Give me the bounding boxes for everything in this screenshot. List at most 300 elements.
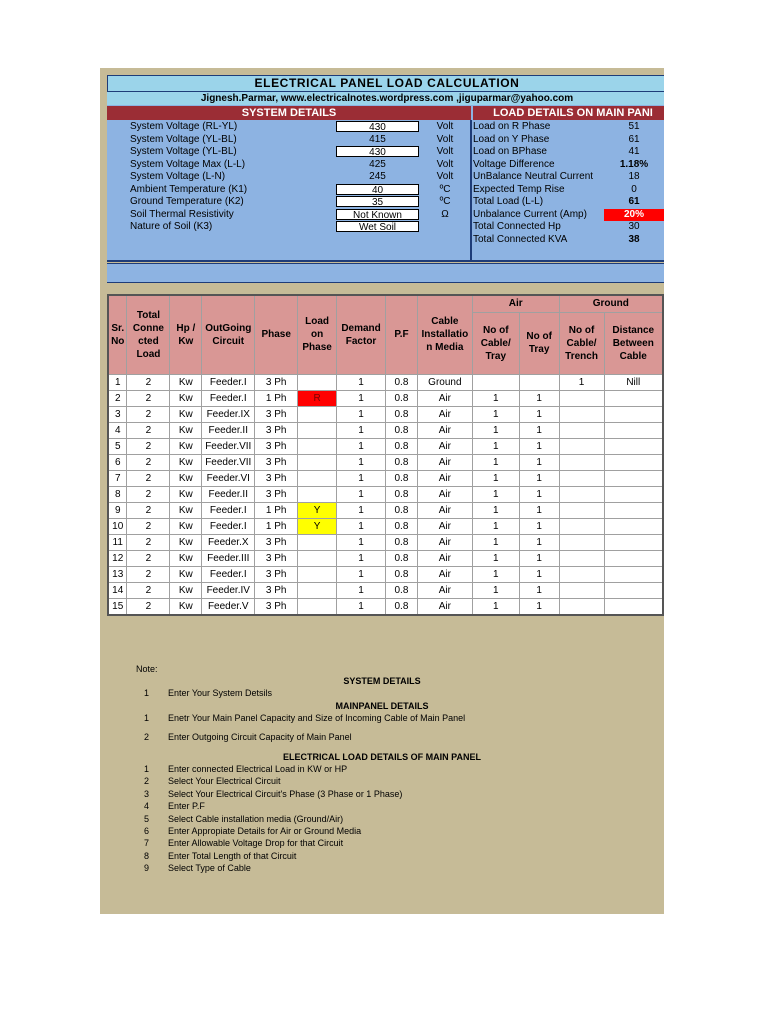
pf-cell: 0.8 — [386, 518, 418, 534]
gnd-dist-cell — [604, 470, 663, 486]
note-text: Select Your Electrical Circuit's Phase (3 Phase or 1 Phase) — [168, 788, 403, 799]
gnd-cable-cell — [559, 454, 604, 470]
gnd-cable-cell — [559, 582, 604, 598]
media-cell: Air — [417, 518, 472, 534]
gnd-dist-cell — [604, 598, 663, 615]
load-details-heading: LOAD DETAILS ON MAIN PANI — [473, 106, 664, 120]
total-load-cell: 2 — [127, 502, 170, 518]
load-phase-cell — [298, 550, 337, 566]
total-load-cell: 2 — [127, 406, 170, 422]
note-text: Enter Outgoing Circuit Capacity of Main Panel — [168, 732, 352, 742]
system-details-heading: SYSTEM DETAILS — [107, 106, 471, 120]
col-hp-header: Hp / Kw — [170, 295, 202, 374]
pf-cell: 0.8 — [386, 566, 418, 582]
hp-kw-cell: Kw — [170, 374, 202, 390]
phase-cell: 3 Ph — [255, 550, 298, 566]
note-text: Enter P.F — [168, 801, 205, 812]
air-tray-cell: 1 — [519, 438, 559, 454]
circuit-cell: Feeder.VII — [202, 438, 255, 454]
load-phase-cell — [298, 374, 337, 390]
system-row-value: 430 — [336, 146, 419, 157]
air-tray-cell: 1 — [519, 518, 559, 534]
load-detail-row — [107, 184, 664, 196]
system-row-unit: Volt — [436, 121, 454, 132]
total-load-cell: 2 — [127, 566, 170, 582]
phase-cell: 3 Ph — [255, 438, 298, 454]
gnd-cable-cell — [559, 390, 604, 406]
demand-cell: 1 — [337, 534, 386, 550]
gnd-cable-cell — [559, 486, 604, 502]
demand-cell: 1 — [337, 502, 386, 518]
circuit-cell: Feeder.II — [202, 486, 255, 502]
air-tray-cell: 1 — [519, 486, 559, 502]
circuit-cell: Feeder.I — [202, 374, 255, 390]
system-row-label: Ambient Temperature (K1) — [130, 183, 248, 195]
load-detail-row — [107, 196, 664, 208]
phase-cell: 3 Ph — [255, 486, 298, 502]
gnd-dist-cell: Nill — [604, 374, 663, 390]
load-detail-value: 0 — [631, 183, 637, 195]
note-number: 4 — [144, 801, 150, 812]
media-cell: Air — [417, 422, 472, 438]
sr-cell: 11 — [108, 534, 127, 550]
total-load-cell: 2 — [127, 582, 170, 598]
circuit-cell: Feeder.I — [202, 390, 255, 406]
author-line: Jignesh.Parmar, www.electricalnotes.wordpress.com ,jiguparmar@yahoo.com — [107, 92, 664, 105]
sr-cell: 12 — [108, 550, 127, 566]
gnd-cable-cell — [559, 502, 604, 518]
air-tray-cell: 1 — [519, 598, 559, 615]
media-cell: Air — [417, 438, 472, 454]
gnd-cable-cell — [559, 422, 604, 438]
total-load-cell: 2 — [127, 486, 170, 502]
load-detail-value: 18 — [628, 171, 640, 182]
media-cell: Air — [417, 534, 472, 550]
pf-cell: 0.8 — [386, 486, 418, 502]
media-cell: Air — [417, 566, 472, 582]
system-row-label: System Voltage Max (L-L) — [130, 158, 246, 170]
air-cable-cell: 1 — [472, 422, 519, 438]
note-number: 2 — [144, 776, 150, 787]
air-cable-cell: 1 — [472, 454, 519, 470]
load-phase-cell: Y — [298, 518, 337, 534]
system-row-value: 40 — [336, 184, 419, 195]
hp-kw-cell: Kw — [170, 422, 202, 438]
hp-kw-cell: Kw — [170, 454, 202, 470]
col-pf-header: P.F — [386, 295, 418, 374]
gnd-cable-cell — [559, 470, 604, 486]
note-number: 6 — [144, 826, 150, 836]
note-text: Enetr Your Main Panel Capacity and Size of Incoming Cable of Main Panel — [168, 713, 466, 723]
col-load-phase-header: Load on Phase — [298, 295, 337, 374]
phase-cell: 1 Ph — [255, 502, 298, 518]
media-cell: Air — [417, 486, 472, 502]
air-tray-cell: 1 — [519, 550, 559, 566]
demand-cell: 1 — [337, 518, 386, 534]
circuit-cell: Feeder.V — [202, 598, 255, 615]
gnd-dist-cell — [604, 550, 663, 566]
sr-cell: 14 — [108, 582, 127, 598]
load-detail-value: 30 — [628, 221, 640, 232]
note-number: 1 — [144, 688, 150, 698]
total-load-cell: 2 — [127, 438, 170, 454]
media-cell: Air — [417, 406, 472, 422]
phase-cell: 3 Ph — [255, 582, 298, 598]
air-tray-cell: 1 — [519, 470, 559, 486]
phase-cell: 1 Ph — [255, 518, 298, 534]
col-demand-header: Demand Factor — [337, 295, 386, 374]
pf-cell: 0.8 — [386, 406, 418, 422]
air-tray-cell: 1 — [519, 566, 559, 582]
circuit-cell: Feeder.III — [202, 550, 255, 566]
system-row-unit: Ω — [441, 208, 449, 220]
note-text: Select Cable installation media (Ground/Air) — [168, 813, 344, 824]
table-row — [108, 502, 663, 518]
media-cell: Air — [417, 598, 472, 615]
air-cable-cell: 1 — [472, 486, 519, 502]
pf-cell: 0.8 — [386, 598, 418, 615]
note-number: 8 — [144, 850, 150, 861]
load-detail-row — [107, 159, 664, 171]
system-row-value: 245 — [369, 171, 386, 182]
circuit-cell: Feeder.IX — [202, 406, 255, 422]
phase-cell: 3 Ph — [255, 534, 298, 550]
table-row — [108, 470, 663, 486]
air-tray-cell: 1 — [519, 406, 559, 422]
sr-cell: 1 — [108, 374, 127, 390]
sr-cell: 6 — [108, 454, 127, 470]
col-circuit-header: OutGoing Circuit — [202, 295, 255, 374]
air-cable-cell: 1 — [472, 550, 519, 566]
system-row-value: Not Known — [336, 209, 419, 220]
sr-cell: 15 — [108, 598, 127, 615]
demand-cell: 1 — [337, 550, 386, 566]
demand-cell: 1 — [337, 438, 386, 454]
details-panel — [107, 105, 664, 262]
gnd-cable-cell: 1 — [559, 374, 604, 390]
load-phase-cell — [298, 406, 337, 422]
col-gnd-cable-header: No of Cable/ Trench — [559, 312, 604, 374]
total-load-cell: 2 — [127, 422, 170, 438]
sheet-title: ELECTRICAL PANEL LOAD CALCULATION — [107, 75, 664, 92]
system-row-value: 35 — [336, 196, 419, 207]
total-load-cell: 2 — [127, 454, 170, 470]
media-cell: Air — [417, 582, 472, 598]
air-cable-cell: 1 — [472, 534, 519, 550]
note-text: Enter connected Electrical Load in KW or HP — [168, 764, 348, 774]
air-cable-cell: 1 — [472, 470, 519, 486]
air-tray-cell: 1 — [519, 502, 559, 518]
hp-kw-cell: Kw — [170, 534, 202, 550]
sr-cell: 10 — [108, 518, 127, 534]
system-row-unit: ºC — [439, 196, 451, 207]
table-row — [108, 390, 663, 406]
load-detail-label: Total Load (L-L) — [473, 196, 544, 207]
circuit-cell: Feeder.I — [202, 518, 255, 534]
air-cable-cell: 1 — [472, 518, 519, 534]
system-row-unit: Volt — [436, 133, 454, 145]
air-group-header: Air — [472, 295, 559, 312]
notes-main-heading: MAINPANEL DETAILS — [335, 701, 429, 711]
system-row-value: 425 — [369, 158, 386, 170]
pf-cell: 0.8 — [386, 390, 418, 406]
hp-kw-cell: Kw — [170, 390, 202, 406]
sr-cell: 4 — [108, 422, 127, 438]
air-cable-cell: 1 — [472, 406, 519, 422]
gnd-dist-cell — [604, 582, 663, 598]
air-tray-cell: 1 — [519, 582, 559, 598]
note-number: 1 — [144, 713, 150, 723]
system-row-label: System Voltage (RL-YL) — [130, 121, 238, 132]
circuit-cell: Feeder.IV — [202, 582, 255, 598]
demand-cell: 1 — [337, 598, 386, 615]
load-detail-value: 61 — [628, 133, 640, 145]
load-phase-cell — [298, 566, 337, 582]
pf-cell: 0.8 — [386, 534, 418, 550]
hp-kw-cell: Kw — [170, 550, 202, 566]
phase-cell: 3 Ph — [255, 566, 298, 582]
table-row — [108, 406, 663, 422]
hp-kw-cell: Kw — [170, 598, 202, 615]
col-gnd-dist-header: Distance Between Cable — [604, 312, 663, 374]
table-row — [108, 550, 663, 566]
load-detail-label: Total Connected KVA — [473, 233, 568, 245]
gnd-dist-cell — [604, 518, 663, 534]
circuit-cell: Feeder.I — [202, 502, 255, 518]
load-detail-label: Unbalance Current (Amp) — [473, 208, 587, 220]
load-phase-cell — [298, 422, 337, 438]
col-total-header: Total Conne cted Load — [127, 295, 170, 374]
system-row-label: System Voltage (L-N) — [130, 171, 226, 182]
table-row — [108, 566, 663, 582]
total-load-cell: 2 — [127, 550, 170, 566]
air-tray-cell: 1 — [519, 534, 559, 550]
gnd-cable-cell — [559, 598, 604, 615]
demand-cell: 1 — [337, 390, 386, 406]
load-detail-value: 61 — [628, 196, 640, 207]
circuit-cell: Feeder.VII — [202, 454, 255, 470]
sr-cell: 7 — [108, 470, 127, 486]
table-row — [108, 518, 663, 534]
load-detail-value: 1.18% — [619, 158, 649, 170]
note-number: 2 — [144, 732, 150, 742]
load-detail-value: 20% — [604, 209, 664, 221]
table-row — [108, 454, 663, 470]
pf-cell: 0.8 — [386, 374, 418, 390]
note-number: 1 — [144, 764, 150, 774]
hp-kw-cell: Kw — [170, 566, 202, 582]
table-row — [108, 486, 663, 502]
load-detail-label: Expected Temp Rise — [473, 183, 565, 195]
gnd-dist-cell — [604, 534, 663, 550]
notes-system-heading: SYSTEM DETAILS — [343, 676, 421, 686]
note-number: 3 — [144, 788, 150, 799]
air-cable-cell: 1 — [472, 390, 519, 406]
table-row — [108, 422, 663, 438]
note-text: Select Your Electrical Circuit — [168, 776, 281, 787]
sr-cell: 2 — [108, 390, 127, 406]
col-phase-header: Phase — [255, 295, 298, 374]
load-detail-label: Voltage Difference — [473, 158, 555, 170]
table-row — [108, 582, 663, 598]
pf-cell: 0.8 — [386, 438, 418, 454]
load-detail-row — [107, 234, 664, 246]
phase-cell: 1 Ph — [255, 390, 298, 406]
gnd-dist-cell — [604, 486, 663, 502]
system-row-unit: Volt — [436, 158, 454, 170]
system-row-unit: Volt — [436, 146, 454, 157]
load-phase-cell: R — [298, 390, 337, 406]
air-cable-cell — [472, 374, 519, 390]
gnd-dist-cell — [604, 502, 663, 518]
table-row — [108, 598, 663, 615]
spreadsheet-sheet — [100, 68, 664, 914]
sr-cell: 9 — [108, 502, 127, 518]
pf-cell: 0.8 — [386, 454, 418, 470]
total-load-cell: 2 — [127, 598, 170, 615]
load-phase-cell: Y — [298, 502, 337, 518]
demand-cell: 1 — [337, 486, 386, 502]
gnd-cable-cell — [559, 534, 604, 550]
phase-cell: 3 Ph — [255, 470, 298, 486]
table-row — [108, 438, 663, 454]
gnd-dist-cell — [604, 406, 663, 422]
gnd-dist-cell — [604, 566, 663, 582]
pf-cell: 0.8 — [386, 550, 418, 566]
demand-cell: 1 — [337, 374, 386, 390]
load-table — [107, 294, 664, 616]
system-row-label: Ground Temperature (K2) — [130, 196, 244, 207]
air-tray-cell: 1 — [519, 454, 559, 470]
demand-cell: 1 — [337, 582, 386, 598]
demand-cell: 1 — [337, 454, 386, 470]
sr-cell: 3 — [108, 406, 127, 422]
pf-cell: 0.8 — [386, 470, 418, 486]
total-load-cell: 2 — [127, 470, 170, 486]
gnd-dist-cell — [604, 390, 663, 406]
gnd-cable-cell — [559, 550, 604, 566]
load-phase-cell — [298, 454, 337, 470]
hp-kw-cell: Kw — [170, 502, 202, 518]
hp-kw-cell: Kw — [170, 518, 202, 534]
sr-cell: 13 — [108, 566, 127, 582]
note-number: 5 — [144, 813, 150, 824]
air-cable-cell: 1 — [472, 598, 519, 615]
gnd-dist-cell — [604, 454, 663, 470]
load-detail-row — [107, 171, 664, 183]
gnd-cable-cell — [559, 566, 604, 582]
load-detail-value: 51 — [628, 121, 640, 132]
load-phase-cell — [298, 470, 337, 486]
system-row-unit: Volt — [436, 171, 454, 182]
load-detail-value: 38 — [628, 233, 640, 245]
phase-cell: 3 Ph — [255, 374, 298, 390]
air-cable-cell: 1 — [472, 438, 519, 454]
system-row-label: Soil Thermal Resistivity — [130, 208, 234, 220]
col-media-header: Cable Installatio n Media — [417, 295, 472, 374]
col-sr-header: Sr. No — [108, 295, 127, 374]
load-phase-cell — [298, 486, 337, 502]
load-detail-row — [107, 209, 664, 221]
table-row — [108, 534, 663, 550]
table-row — [108, 374, 663, 390]
system-row-label: Nature of Soil (K3) — [130, 221, 213, 232]
demand-cell: 1 — [337, 566, 386, 582]
hp-kw-cell: Kw — [170, 486, 202, 502]
system-row-value: 415 — [369, 133, 386, 145]
sr-cell: 8 — [108, 486, 127, 502]
col-air-cable-header: No of Cable/ Tray — [472, 312, 519, 374]
demand-cell: 1 — [337, 406, 386, 422]
load-detail-label: Total Connected Hp — [473, 221, 561, 232]
note-text: Enter Allowable Voltage Drop for that Circuit — [168, 838, 344, 849]
load-detail-label: Load on Y Phase — [473, 133, 550, 145]
gnd-cable-cell — [559, 438, 604, 454]
media-cell: Air — [417, 502, 472, 518]
demand-cell: 1 — [337, 422, 386, 438]
air-cable-cell: 1 — [472, 582, 519, 598]
system-row-label: System Voltage (YL-BL) — [130, 146, 237, 157]
system-row-label: System Voltage (YL-BL) — [130, 133, 237, 145]
load-detail-row — [107, 134, 664, 146]
note-text: Select Type of Cable — [168, 863, 251, 874]
hp-kw-cell: Kw — [170, 582, 202, 598]
gnd-dist-cell — [604, 438, 663, 454]
load-detail-row — [107, 121, 664, 133]
note-number: 7 — [144, 838, 150, 849]
load-detail-value: 41 — [628, 146, 640, 157]
note-number: 9 — [144, 863, 150, 874]
media-cell: Air — [417, 390, 472, 406]
system-row-value: 430 — [336, 121, 419, 132]
pf-cell: 0.8 — [386, 502, 418, 518]
system-row-value: Wet Soil — [336, 221, 419, 232]
air-tray-cell — [519, 374, 559, 390]
media-cell: Air — [417, 454, 472, 470]
hp-kw-cell: Kw — [170, 406, 202, 422]
load-detail-row — [107, 221, 664, 233]
circuit-cell: Feeder.X — [202, 534, 255, 550]
phase-cell: 3 Ph — [255, 406, 298, 422]
note-label: Note: — [136, 664, 158, 674]
phase-cell: 3 Ph — [255, 422, 298, 438]
system-row-unit: ºC — [439, 183, 451, 195]
sr-cell: 5 — [108, 438, 127, 454]
total-load-cell: 2 — [127, 534, 170, 550]
demand-cell: 1 — [337, 470, 386, 486]
phase-cell: 3 Ph — [255, 454, 298, 470]
pf-cell: 0.8 — [386, 582, 418, 598]
media-cell: Ground — [417, 374, 472, 390]
media-cell: Air — [417, 550, 472, 566]
gnd-cable-cell — [559, 406, 604, 422]
load-detail-label: Load on BPhase — [473, 146, 547, 157]
load-detail-row — [107, 146, 664, 158]
hp-kw-cell: Kw — [170, 470, 202, 486]
hp-kw-cell: Kw — [170, 438, 202, 454]
circuit-cell: Feeder.VI — [202, 470, 255, 486]
circuit-cell: Feeder.I — [202, 566, 255, 582]
air-cable-cell: 1 — [472, 502, 519, 518]
phase-cell: 3 Ph — [255, 598, 298, 615]
empty-band — [107, 263, 664, 283]
media-cell: Air — [417, 470, 472, 486]
load-phase-cell — [298, 598, 337, 615]
pf-cell: 0.8 — [386, 422, 418, 438]
note-text: Enter Appropiate Details for Air or Ground Media — [168, 826, 362, 836]
air-cable-cell: 1 — [472, 566, 519, 582]
total-load-cell: 2 — [127, 374, 170, 390]
